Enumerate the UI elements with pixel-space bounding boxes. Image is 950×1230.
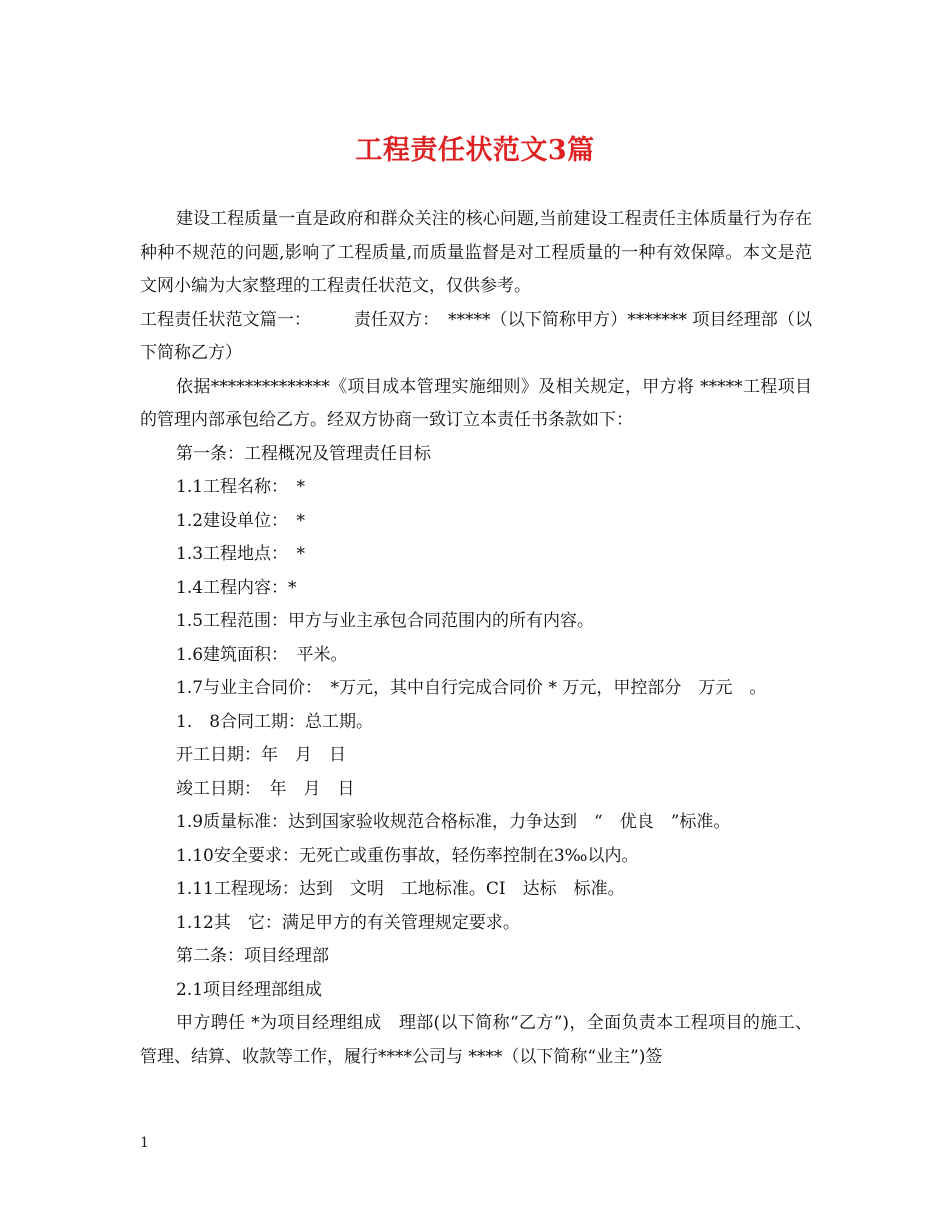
basis-paragraph: 依据**************《项目成本管理实施细则》及相关规定，甲方将 *****工程项目的管理内部承包给乙方。经双方协商一致订立本责任书条款如下： <box>140 376 812 430</box>
list-item: 开工日期：年 月 日 <box>176 745 346 765</box>
list-item: 1.11工程现场：达到 文明 工地标准。CI 达标 标准。 <box>176 879 625 899</box>
list-item: 1.6建筑面积： 平米。 <box>176 644 348 665</box>
article-2-heading: 第二条：项目经理部 <box>176 946 329 966</box>
list-item: 1.2建设单位： * <box>176 510 306 531</box>
list-item: 1. 8合同工期：总工期。 <box>176 711 374 732</box>
list-item: 1.4工程内容：* <box>176 577 297 598</box>
article-1-heading: 第一条：工程概况及管理责任目标 <box>176 443 431 464</box>
list-item: 竣工日期： 年 月 日 <box>176 778 355 799</box>
list-item: 1.9质量标准：达到国家验收规范合格标准，力争达到 “ 优良 ”标准。 <box>176 812 731 832</box>
document-title: 工程责任状范文3篇 <box>355 135 595 166</box>
page-number: 1 <box>140 1135 149 1151</box>
list-item: 1.10安全要求：无死亡或重伤事故，轻伤率控制在3‰以内。 <box>176 845 639 866</box>
parties-paragraph: 工程责任状范文篇一： 责任双方： *****（以下简称甲方）******* 项目经理部（以下简称乙方） <box>140 309 812 363</box>
intro-paragraph: 建设工程质量一直是政府和群众关注的核心问题,当前建设工程责任主体质量行为存在种种不规范的问题,影响了工程质量,而质量监督是对工程质量的一种有效保障。本文是范文网小编为大家整理的工程责任状范文，仅供参考。 <box>140 209 812 296</box>
section-2-1-heading: 2.1项目经理部组成 <box>176 979 323 1000</box>
list-item: 1.3工程地点： * <box>176 544 306 564</box>
appointment-paragraph: 甲方聘任 *为项目经理组成 理部(以下简称“乙方”)，全面负责本工程项目的施工、管理、结算、收款等工作，履行****公司与 ****（以下简称“业主”)签 <box>140 1013 812 1067</box>
list-item: 1.12其 它：满足甲方的有关管理规定要求。 <box>176 912 520 933</box>
list-item: 1.7与业主合同价： *万元，其中自行完成合同价 * 万元，甲控部分 万元 。 <box>176 678 767 698</box>
document-body <box>140 203 812 1074</box>
list-item: 1.1工程名称： * <box>176 477 306 497</box>
list-item: 1.5工程范围：甲方与业主承包合同范围内的所有内容。 <box>176 611 595 631</box>
